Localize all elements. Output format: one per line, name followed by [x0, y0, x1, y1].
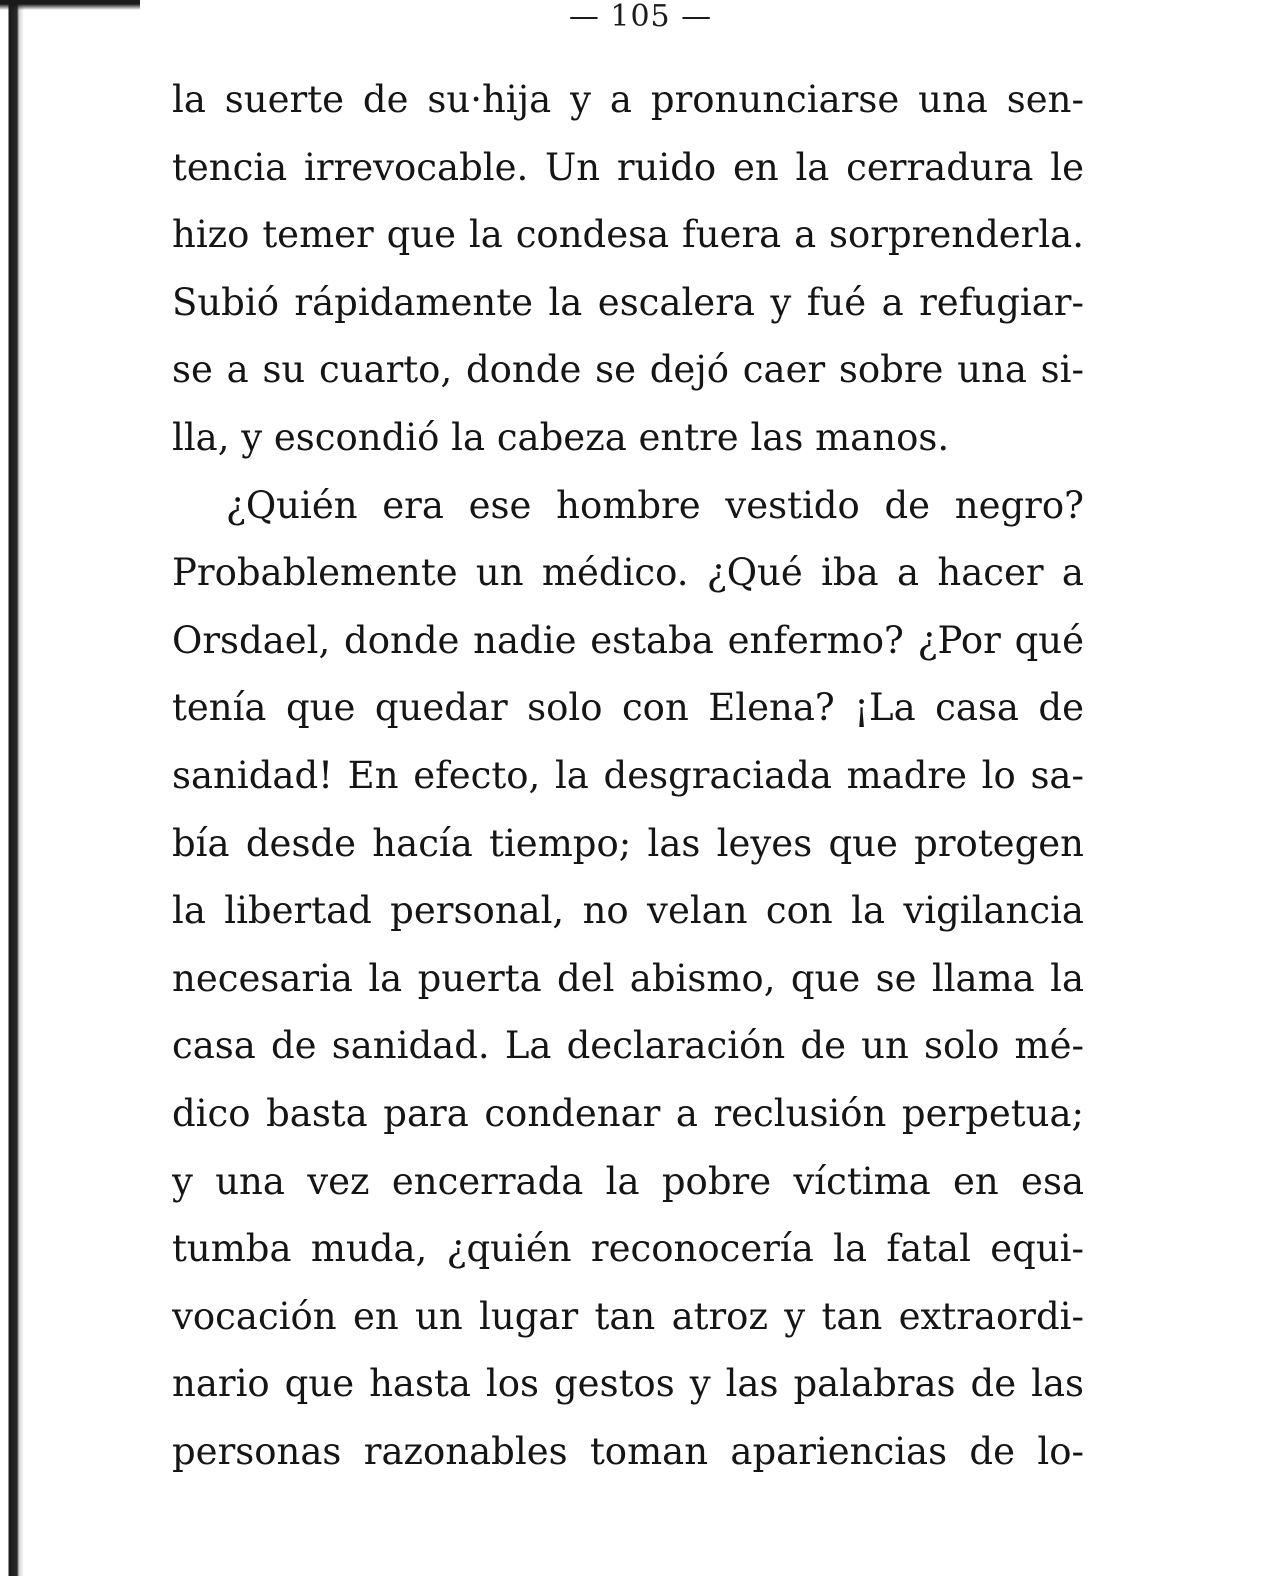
text-line: bía desde hacía tiempo; las leyes que protegen	[172, 821, 1084, 865]
text-line: sanidad! En efecto, la desgraciada madre lo sa-	[172, 753, 1084, 797]
text-line: nario que hasta los gestos y las palabras de las	[172, 1362, 1084, 1406]
text-line: vocación en un lugar tan atroz y tan extraordi-	[172, 1294, 1084, 1338]
paragraph-1	[172, 66, 1084, 472]
text-line: Probablemente un médico. ¿Qué iba a hacer a	[172, 551, 1084, 595]
text-line: lla, y escondió la cabeza entre las manos.	[172, 415, 950, 459]
text-line: personas razonables toman apariencias de lo-	[172, 1429, 1084, 1473]
text-line: se a su cuarto, donde se dejó caer sobre una si-	[172, 348, 1084, 392]
text-line: Subió rápidamente la escalera y fué a refugiar-	[172, 280, 1084, 324]
text-line: necesaria la puerta del abismo, que se llama la	[172, 956, 1084, 1000]
page-number: — 105 —	[568, 0, 713, 34]
text-line: y una vez encerrada la pobre víctima en esa	[172, 1159, 1084, 1203]
body-text	[172, 66, 1084, 1485]
text-line: dico basta para condenar a reclusión perpetua;	[172, 1091, 1084, 1135]
paragraph-2	[172, 472, 1084, 1486]
text-line: la suerte de su·hija y a pronunciarse una sen-	[172, 78, 1084, 121]
text-line: tencia irrevocable. Un ruido en la cerradura le	[172, 145, 1084, 189]
text-line: tenía que quedar solo con Elena? ¡La casa de	[172, 686, 1084, 730]
text-line: tumba muda, ¿quién reconocería la fatal equi-	[172, 1227, 1084, 1271]
text-line: Orsdael, donde nadie estaba enfermo? ¿Por qué	[172, 618, 1084, 662]
text-line: casa de sanidad. La declaración de un solo mé-	[172, 1024, 1084, 1068]
text-line: hizo temer que la condesa fuera a sorprenderla.	[172, 213, 1084, 257]
binding-edge	[0, 0, 26, 1576]
text-line: la libertad personal, no velan con la vigilancia	[172, 889, 1084, 933]
text-line: ¿Quién era ese hombre vestido de negro?	[226, 483, 1084, 527]
